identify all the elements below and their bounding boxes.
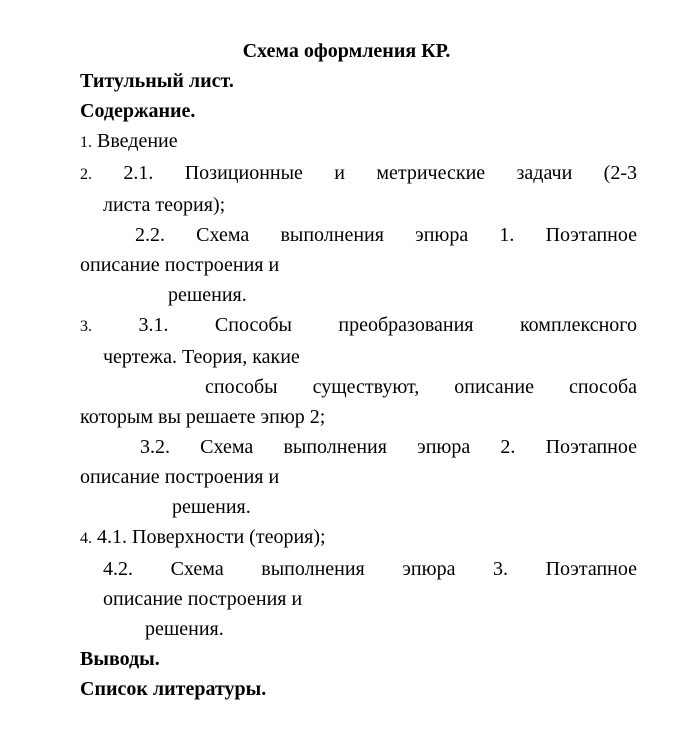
text-line [80, 492, 637, 522]
text-line [80, 584, 637, 614]
line-text: 3.1. Способы преобразования комплексного [138, 314, 638, 336]
list-marker: 3. [80, 318, 92, 335]
line-text: 4.1. Поверхности (теория); [97, 526, 326, 548]
text-line [80, 644, 637, 674]
text-line [80, 250, 637, 280]
list-marker: 1. [80, 134, 92, 151]
line-text: описание построения и [80, 466, 280, 488]
text-line [80, 614, 637, 644]
document-title [0, 36, 693, 66]
line-text: Выводы. [80, 648, 160, 670]
line-text: которым вы решаете эпюр 2; [80, 406, 326, 428]
line-text: чертежа. Теория, какие [103, 346, 300, 368]
line-text: решения. [145, 618, 224, 640]
text-line [80, 190, 637, 220]
text-line [80, 402, 637, 432]
line-text: 2.1. Позиционные и метрические задачи (2-3 [123, 162, 638, 184]
list-marker: 2. [80, 166, 92, 183]
line-text: Введение [97, 130, 178, 152]
text-line [80, 310, 637, 342]
text-line [80, 554, 637, 584]
line-text: 4.2. Схема выполнения эпюра 3. Поэтапное [103, 558, 637, 580]
text-line [80, 522, 637, 554]
line-text: решения. [168, 284, 247, 306]
text-line [80, 158, 637, 190]
line-text: Титульный лист. [80, 70, 234, 92]
text-line [80, 126, 637, 158]
line-text: решения. [172, 496, 251, 518]
list-marker: 4. [80, 530, 92, 547]
text-line [80, 66, 637, 96]
line-text: описание построения и [80, 254, 280, 276]
text-line [80, 372, 637, 402]
line-text: способы существуют, описание способа [205, 376, 637, 398]
line-text: Список литературы. [80, 678, 267, 700]
text-line [80, 96, 637, 126]
line-text: 2.2. Схема выполнения эпюра 1. Поэтапное [135, 224, 637, 246]
text-line [80, 220, 637, 250]
text-line [80, 674, 637, 704]
text-line [80, 432, 637, 462]
line-text: описание построения и [103, 588, 303, 610]
text-line [80, 462, 637, 492]
line-text: 3.2. Схема выполнения эпюра 2. Поэтапное [140, 436, 637, 458]
line-text: листа теория); [103, 194, 226, 216]
text-line [80, 280, 637, 310]
line-text: Содержание. [80, 100, 196, 122]
text-line [80, 342, 637, 372]
line-text: Схема оформления КР. [242, 40, 451, 62]
